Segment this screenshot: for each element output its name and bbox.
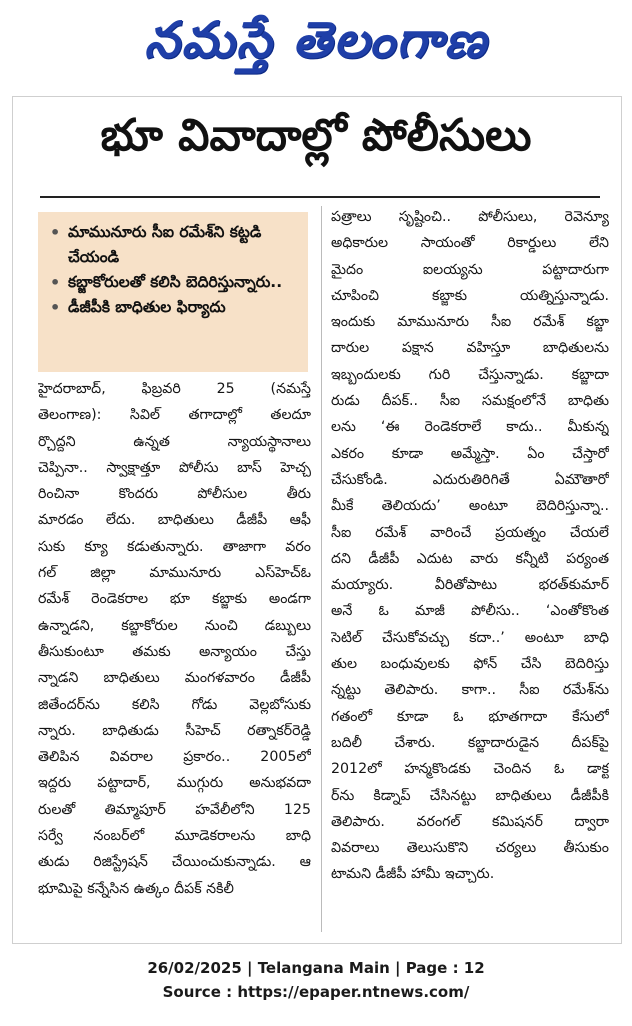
masthead: [0, 0, 632, 80]
article-line: దని డీజీపీ ఎదుట వారు కన్నీటి పర్యంత: [331, 550, 609, 567]
article-line: పత్రాలు సృష్టించి.. పోలీసులు, రెవెన్యూ: [331, 209, 609, 225]
highlight-text: మామునూరు సీఐ రమేశ్‌ని కట్టడి చేయండి: [68, 223, 262, 266]
column-divider: [321, 206, 322, 932]
highlight-item: [48, 295, 302, 320]
article-right-column: [331, 204, 609, 888]
highlights-box: [38, 212, 308, 372]
article-line: మయ్యారు. వీరితోపాటు భరత్‌కుమార్: [331, 577, 609, 594]
article-line: తుడు రిజిస్ట్రేషన్ చేయించుకున్నాడు. ఆ: [38, 854, 311, 871]
article-line: అధికారుల సాయంతో రికార్డులు లేని: [331, 235, 609, 252]
article-line: టామని డీజీపీ హామీ ఇచ్చారు.: [331, 866, 495, 883]
article-line: సుకు క్యూ కడుతున్నారు. తాజాగా వరం: [38, 538, 311, 555]
bullet-icon: •: [50, 273, 61, 292]
article-line: చెప్పినా.. స్వాక్షాత్తూ పోలీసు బాస్ హెచ్చ: [38, 459, 311, 476]
article-line: భూమిపై కన్నేసిన ఉత్కం దీపక్ నకిలీ: [38, 880, 234, 897]
footer-edition-info: 26/02/2025 | Telangana Main | Page : 12: [147, 959, 485, 977]
article-line: 2012లో హన్మకొండకు చెందిన ఓ డాక్ట: [331, 761, 609, 778]
bullet-icon: •: [50, 223, 61, 242]
article-line: తీసుకుంటూ తమకు అన్యాయం చేస్తు: [38, 643, 311, 660]
article-line: రించినా కొందరు పోలీసుల తీరు: [38, 486, 311, 503]
article-line: అనే ఓ మాజీ పోలీసు.. ‘ఎంతోకొంత: [331, 603, 609, 620]
article-line: గల్ జిల్లా మామునూరు ఎస్‌హెచ్‌ఓ: [38, 565, 311, 582]
article-line: హైదరాబాద్, ఫిబ్రవరి 25 (నమస్తే: [38, 381, 311, 397]
article-line: వివరాలు తెలుసుకొని చర్యలు తీసుకుం: [331, 840, 609, 857]
article-line: ఉన్నాడని, కబ్జాకోరుల నుంచి డబ్బులు: [38, 617, 311, 634]
article-line: ఇందుకు మామునూరు సీఐ రమేశ్ కబ్జా: [331, 314, 609, 331]
article-line: ర్‌ను కిడ్నాప్ చేసినట్టు బాధితులు డీజీపీకి: [331, 787, 609, 804]
article-line: దారుల పక్షాన వహిస్తూ బాధితులను: [331, 340, 609, 357]
article-line: సర్వే నంబర్‌లో మూడెకరాలను బాధి: [38, 828, 311, 845]
article-line: చూపించి కబ్జాకు యత్నిస్తున్నాడు.: [331, 287, 609, 304]
article-line: న్నాడని బాధితులు మంగళవారం డీజీపీ: [38, 670, 311, 687]
article-left-column: [38, 376, 311, 902]
article-line: రుడు దీపక్.. సీఐ సమక్షంలోనే బాధితు: [331, 393, 609, 410]
article-line: మైదం ఐలయ్యను పట్టాదారుగా: [331, 261, 609, 278]
highlight-text: డీజీపీకి బాధితుల ఫిర్యాదు: [68, 298, 226, 316]
article-line: చేసుకోండి. ఎదురుతిరిగితే ఏమౌతారో: [331, 471, 609, 488]
bullet-icon: •: [50, 298, 61, 317]
article-line: సీఐ రమేశ్ వారించే ప్రయత్నం చేయలే: [331, 524, 609, 541]
article-headline: భూ వివాదాల్లో పోలీసులు: [100, 110, 532, 161]
page-footer: [0, 956, 632, 1004]
newspaper-logo: నమస్తే తెలంగాణ: [144, 10, 488, 69]
headline-rule: [40, 196, 600, 198]
article-line: రులతో తిమ్మాపూర్ హవేలీలోని 125: [38, 801, 311, 818]
article-line: ఎకరం కూడా అమ్మేస్తా. ఏం చేస్తారో: [331, 445, 609, 462]
article-line: తెలిపారు. వరంగల్ కమిషనర్ ద్వారా: [331, 813, 609, 830]
article-line: గతంలో కూడా ఓ భూతగాదా కేసులో: [331, 708, 609, 725]
highlight-item: [48, 220, 302, 270]
article-line: ఇద్దరు పట్టాదార్, ముగ్గురు అనుభవదా: [38, 775, 311, 792]
highlight-item: [48, 270, 302, 295]
article-line: న్నట్టు తెలిపారు. కాగా.. సీఐ రమేశ్‌ను: [331, 682, 609, 699]
article-line: బదిలీ చేశారు. కబ్జాదారుడైన దీపక్‌పై: [331, 734, 609, 751]
article-line: ఇబ్బందులకు గురి చేస్తున్నాడు. కబ్జాదా: [331, 366, 609, 383]
article-line: మీకే తెలియదు’ అంటూ బెదిరిస్తున్నా..: [331, 498, 609, 515]
article-line: ర్చొద్దని ఉన్నత న్యాయస్థానాలు: [38, 433, 311, 450]
article-line: మారడం లేదు. బాధితులు డీజీపీ ఆఫీ: [38, 512, 311, 529]
article-line: తుల బంధువులకు ఫోన్ చేసి బెదిరిస్తు: [331, 656, 609, 673]
article-line: తెలిపిన వివరాల ప్రకారం.. 2005లో: [38, 749, 311, 766]
article-line: సెటిల్ చేసుకోవచ్చు కదా..’ అంటూ బాధి: [331, 629, 609, 646]
article-line: న్నారు. బాధితుడు సీహెచ్ రత్నాకర్‌రెడ్డి: [38, 722, 311, 739]
footer-source: Source : https://epaper.ntnews.com/: [162, 983, 470, 1001]
article-line: లను ‘ఈ రెండెకరాలే కాదు.. మీకున్న: [331, 419, 609, 436]
article-line: తెలంగాణ): సివిల్ తగాదాల్లో తలదూ: [38, 407, 311, 424]
highlight-text: కబ్జాకోరులతో కలిసి బెదిరిస్తున్నారు..: [68, 273, 283, 291]
article-line: జితేందర్‌ను కలిసి గోడు వెల్లబోసుకు: [38, 696, 311, 713]
article-line: రమేశ్ రెండెకరాల భూ కబ్జాకు అండగా: [38, 591, 311, 608]
